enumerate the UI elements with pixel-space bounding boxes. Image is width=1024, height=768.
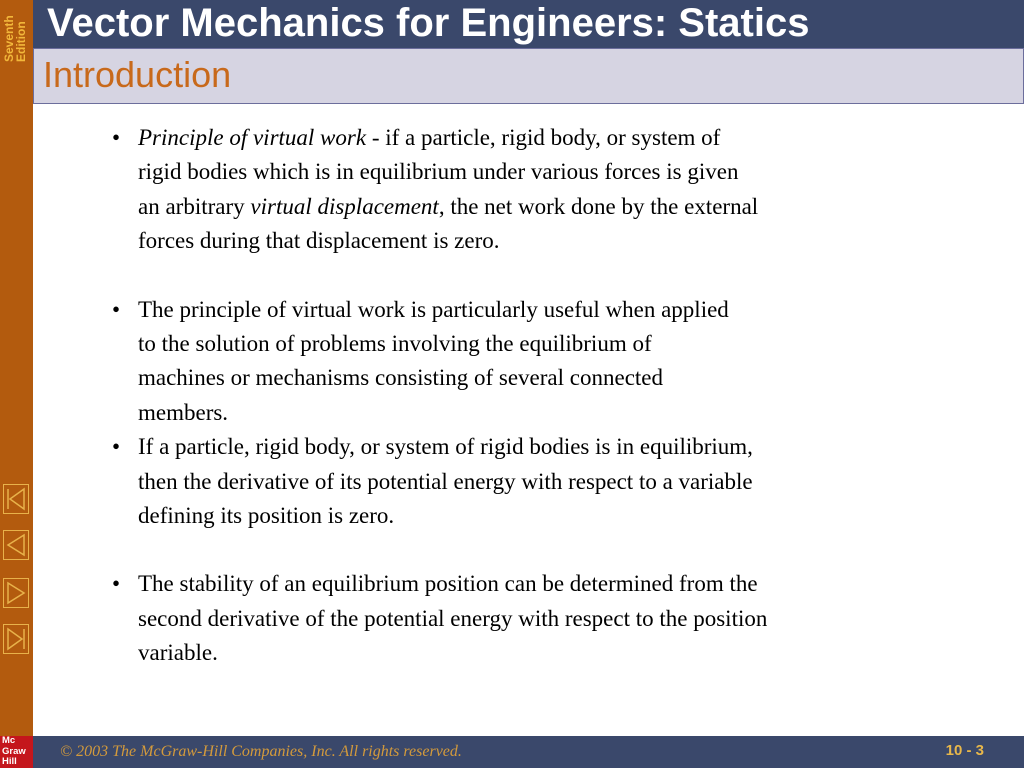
bullet-dot: • xyxy=(112,571,121,597)
subheader-bar xyxy=(33,48,1024,104)
first-slide-button[interactable] xyxy=(3,484,29,514)
last-slide-button[interactable] xyxy=(3,624,29,654)
spacer xyxy=(112,533,932,567)
bullet-line: forces during that displacement is zero. xyxy=(138,228,500,254)
bullet-stability xyxy=(112,567,932,670)
slide-title: Introduction xyxy=(43,54,232,95)
bullet-line: to the solution of problems involving the equilibrium of xyxy=(138,331,652,357)
text-run: - if a particle, rigid body, or system of xyxy=(366,125,721,150)
edition-label xyxy=(2,2,32,64)
bullet-line: machines or mechanisms consisting of several connected xyxy=(138,365,664,391)
next-slide-button[interactable] xyxy=(3,578,29,608)
text-run: an arbitrary xyxy=(138,193,251,219)
bullet-line: If a particle, rigid body, or system of rigid bodies is in equilibrium, xyxy=(138,434,753,460)
bullet-virtual-work xyxy=(112,121,932,259)
previous-slide-icon xyxy=(5,533,27,557)
bullet-line: The principle of virtual work is particularly useful when applied xyxy=(138,296,729,322)
bullet-line: defining its position is zero. xyxy=(138,503,395,529)
bullet-line: rigid bodies which is in equilibrium under various forces is given xyxy=(138,159,739,185)
term-virtual-displacement: virtual displacement xyxy=(250,193,439,219)
bullet-dot: • xyxy=(112,434,121,460)
next-slide-icon xyxy=(5,581,27,605)
term-virtual-work: Principle of virtual work xyxy=(138,125,367,150)
bullet-usefulness xyxy=(112,293,932,431)
last-slide-icon xyxy=(5,627,27,651)
previous-slide-button[interactable] xyxy=(3,530,29,560)
left-strip xyxy=(0,0,33,768)
bullet-dot: • xyxy=(112,296,121,322)
logo-text: Mc Graw Hill xyxy=(2,735,26,767)
bullet-line: The stability of an equilibrium position can be determined from the xyxy=(138,571,758,597)
slide-deck-title: Vector Mechanics for Engineers: Statics xyxy=(47,1,810,45)
footer-bar xyxy=(33,736,1024,768)
bullet-potential-energy xyxy=(112,430,932,533)
bullet-dot: • xyxy=(112,125,121,150)
bullet-line: variable. xyxy=(138,640,218,666)
spacer xyxy=(112,259,932,293)
bullet-line: second derivative of the potential energy with respect to the position xyxy=(138,605,768,631)
slide-content xyxy=(112,121,932,671)
bullet-line: then the derivative of its potential energy with respect to a variable xyxy=(138,468,753,494)
header-bar xyxy=(33,0,1024,48)
bullet-line xyxy=(138,190,932,224)
bullet-line: members. xyxy=(138,399,229,425)
publisher-logo xyxy=(0,736,33,768)
first-slide-icon xyxy=(5,487,27,511)
copyright-notice: © 2003 The McGraw-Hill Companies, Inc. All rights reserved. xyxy=(60,743,462,760)
bullet-line xyxy=(138,121,932,155)
edition-text: Seventh Edition xyxy=(2,15,28,62)
text-run: , the net work done by the external xyxy=(438,193,759,219)
page-number: 10 - 3 xyxy=(945,742,984,759)
